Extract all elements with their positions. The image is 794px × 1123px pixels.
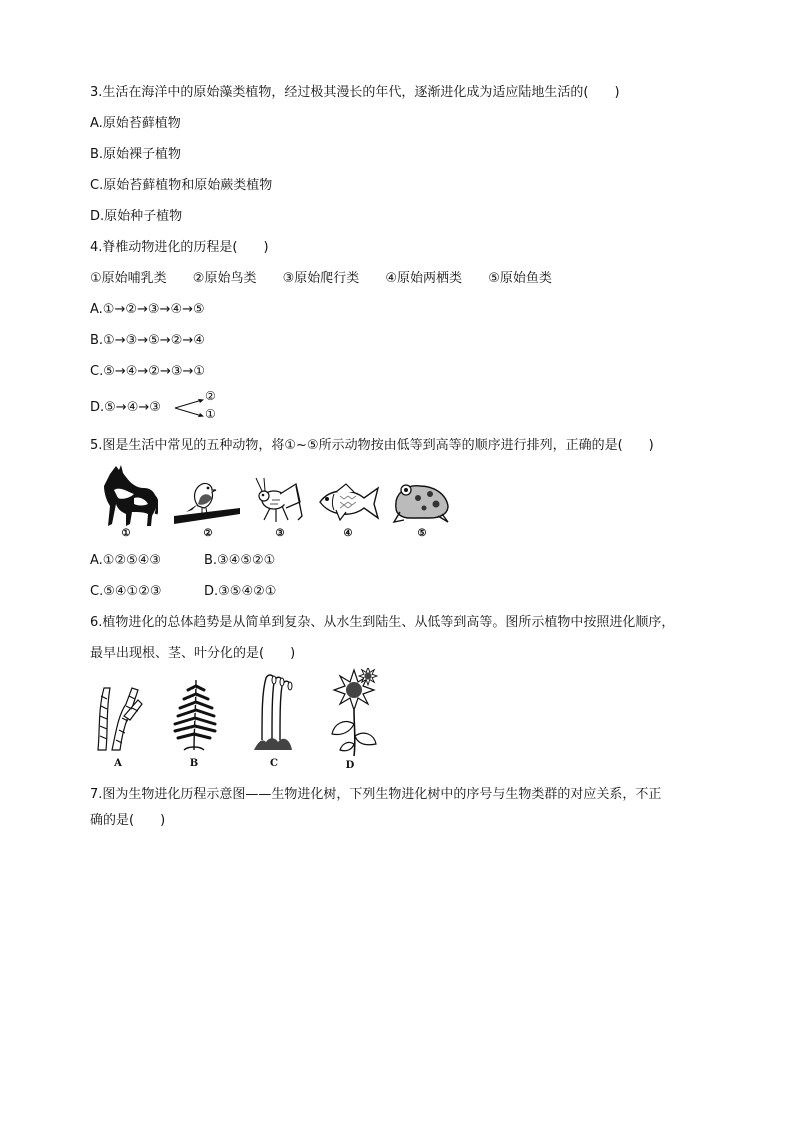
q3-option-b: B.原始裸子植物 <box>90 147 182 162</box>
branch-arrow-icon <box>174 396 206 420</box>
q4-option-d-top: ② <box>205 389 216 403</box>
q5-options-row-2 <box>90 583 276 601</box>
q3-option-d: D.原始种子植物 <box>90 209 183 224</box>
q4-item-2: ②原始鸟类 <box>192 271 257 286</box>
bird-image <box>172 478 242 526</box>
sunflower-image <box>326 668 386 758</box>
q5-label-1: ① <box>121 528 131 539</box>
q3-option-c: C.原始苔藓植物和原始蕨类植物 <box>90 178 273 193</box>
q5-option-b: B.③④⑤②① <box>204 553 276 568</box>
q4-item-3: ③原始爬行类 <box>282 271 360 286</box>
q6-label-b: B <box>189 758 199 769</box>
q4-option-d-prefix: D.⑤→④→③ <box>90 400 161 415</box>
q5-stem: 5.图是生活中常见的五种动物，将①~⑤所示动物按由低等到高等的顺序进行排列，正确的是( ) <box>90 438 654 453</box>
q3-option-a: A.原始苔藓植物 <box>90 116 181 131</box>
q5-label-5: ⑤ <box>417 528 427 539</box>
q6-label-c: C <box>270 758 278 769</box>
q3-stem: 3.生活在海洋中的原始藻类植物，经过极其漫长的年代，逐渐进化成为适应陆地生活的( ) <box>90 85 620 100</box>
q6-stem-line-2: 最早出现根、茎、叶分化的是( ) <box>90 646 296 661</box>
q4-option-c: C.⑤→④→②→③→① <box>90 364 206 379</box>
horse-image <box>94 464 158 530</box>
q5-label-3: ③ <box>275 528 285 539</box>
q7-stem-line-1: 7.图为生物进化历程示意图——生物进化树，下列生物进化树中的序号与生物类群的对应关系，不正 <box>90 787 662 802</box>
q5-option-c: C.⑤④①②③ <box>90 584 162 599</box>
q7-stem-line-2: 确的是( ) <box>90 813 166 828</box>
q6-stem-line-1: 6.植物进化的总体趋势是从简单到复杂、从水生到陆生、从低等到高等。图所示植物中按照进化顺序， <box>90 615 675 630</box>
q5-option-a: A.①②⑤④③ <box>90 553 162 568</box>
moss-image <box>252 672 294 752</box>
q4-item-5: ⑤原始鱼类 <box>488 271 552 286</box>
q4-option-a: A.①→②→③→④→⑤ <box>90 302 205 317</box>
q5-options-row-1 <box>90 552 275 570</box>
fern-image <box>166 676 222 752</box>
q4-item-1: ①原始哺乳类 <box>90 271 167 286</box>
q5-label-2: ② <box>203 528 213 539</box>
q6-label-d: D <box>345 760 355 771</box>
fish-image <box>316 482 382 524</box>
grasshopper-image <box>250 476 310 528</box>
q5-option-d: D.③⑤④②① <box>204 584 277 599</box>
q4-stem: 4.脊椎动物进化的历程是( ) <box>90 240 269 255</box>
algae-image <box>94 686 144 752</box>
q4-option-b: B.①→③→⑤→②→④ <box>90 333 205 348</box>
q4-option-d-bottom: ① <box>205 407 216 421</box>
q4-items <box>90 270 574 288</box>
q5-label-4: ④ <box>343 528 353 539</box>
q4-item-4: ④原始两栖类 <box>385 271 463 286</box>
q6-label-a: A <box>114 758 122 769</box>
frog-image <box>390 478 452 524</box>
